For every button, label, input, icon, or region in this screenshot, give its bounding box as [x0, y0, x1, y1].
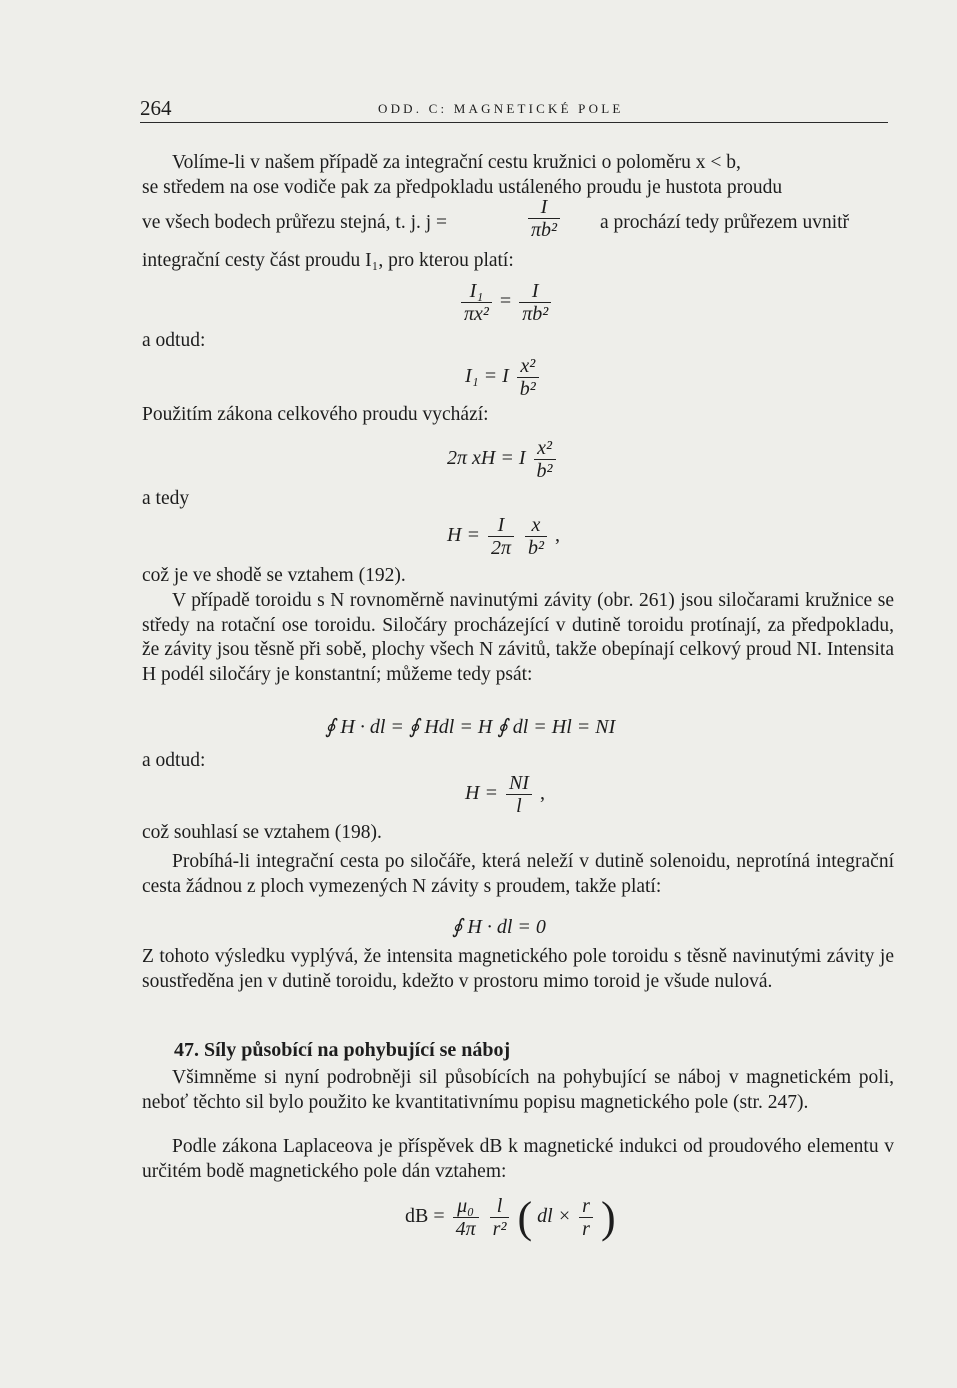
paragraph-1-line-2: se středem na ose vodiče pak za předpokladu ustáleného proudu je hustota proudu	[142, 177, 783, 198]
paragraph-7: Z tohoto výsledku vyplývá, že intensita magnetického pole toroidu s těsně navinutými závity je soustředěna jen v dutině toroidu, kdežto v prostoru mimo toroid je všude nulová.	[142, 946, 894, 992]
eq-lhs: 2π xH = I	[447, 447, 526, 470]
left-paren: (	[517, 1193, 533, 1242]
frac-numerator: I	[488, 514, 514, 537]
frac-denominator: b²	[527, 537, 544, 559]
running-title: ODD. C: MAGNETICKÉ POLE	[378, 101, 624, 116]
equation-1: $\frac{\text{I₁}}{\text{πx²}}$ = $\frac{I}{\text{πb²}}$	[458, 280, 554, 325]
frac-numerator: x	[525, 514, 547, 537]
paragraph-4: V případě toroidu s N rovnoměrně navinutými závity (obr. 261) jsou siločarami kružnice se středy na rotační ose toroidu. Siločáry procházející v dutině toroidu protínají, za předpokladu, že závity jsou těsně při sobě, plochy všech N závitů, takže obepínají celkový proud NI. Intensita H podél siločáry je konstantní; můžeme tedy psát:	[142, 590, 894, 685]
label-a-odtud-1: a odtud:	[142, 330, 206, 351]
frac-denominator: r²	[492, 1218, 507, 1240]
frac-denominator: b²	[536, 460, 553, 482]
equation-8	[405, 1192, 616, 1243]
paragraph-6: Probíhá-li integrační cesta po siločáře, která neleží v dutině solenoidu, neprotíná integrační cesta žádnou z ploch vymezených N závity s proudem, takže platí:	[142, 851, 894, 897]
equation-4	[447, 514, 560, 559]
frac-denominator: 4π	[455, 1218, 476, 1240]
page-number: 264	[140, 96, 172, 120]
equation-7: ∮ H · dl = 0	[452, 916, 546, 938]
paragraph-3: což je ve shodě se vztahem (192).	[142, 565, 406, 586]
paragraph-1-line-3a: ve všech bodech průřezu stejná, t. j. j =	[142, 212, 448, 233]
eq-punctuation: ,	[554, 524, 560, 547]
equation-3	[447, 437, 559, 482]
frac-numerator: I	[528, 196, 560, 219]
paragraph-1-line-4: integrační cesty část proudu I₁, pro kterou platí:	[142, 250, 514, 271]
label-a-odtud-2: a odtud:	[142, 750, 206, 771]
frac-denominator: πb²	[531, 219, 558, 241]
frac-denominator: b²	[517, 377, 539, 400]
header-rule	[140, 122, 888, 123]
paragraph-8: Všimněme si nyní podrobněji sil působících na pohybující se náboj v magnetickém poli, neboť těchto sil bylo použito ke kvantitativnímu popisu magnetického pole (str. 247).	[142, 1067, 894, 1113]
frac-denominator: r	[582, 1218, 590, 1240]
equation-5: ∮ H · dl = ∮ Hdl = H ∮ dl = Hl = NI	[325, 716, 616, 738]
paragraph-5: což souhlasí se vztahem (198).	[142, 822, 382, 843]
eq-lhs: H =	[465, 782, 498, 805]
section-heading: 47. Síly působící na pohybující se náboj	[174, 1039, 511, 1061]
frac-numerator: r	[579, 1195, 593, 1218]
eq-punctuation: ,	[539, 782, 545, 805]
frac-numerator: x²	[534, 437, 556, 460]
frac-denominator: πb²	[522, 303, 549, 325]
eq-inner: dl ×	[537, 1205, 572, 1228]
eq-lhs: H =	[447, 524, 480, 547]
paragraph-2: Použitím zákona celkového proudu vychází:	[142, 404, 489, 425]
current-density-fraction	[525, 196, 563, 241]
frac-numerator: μ₀	[453, 1195, 479, 1218]
paragraph-1-line-1: Volíme-li v našem případě za integrační cestu kružnici o poloměru x < b,	[172, 152, 741, 173]
frac-denominator: l	[516, 795, 522, 817]
eq-lhs: dB =	[405, 1205, 445, 1228]
frac-numerator: x²	[520, 355, 536, 377]
eq-lhs: I₁ = I	[465, 365, 509, 388]
equation-6	[465, 772, 545, 817]
frac-numerator: I₁	[461, 280, 492, 303]
frac-numerator: l	[490, 1195, 510, 1218]
right-paren: )	[600, 1193, 616, 1242]
paragraph-1-line-3b: a prochází tedy průřezem uvnitř	[600, 212, 850, 233]
equation-2	[465, 355, 542, 400]
paragraph-9: Podle zákona Laplaceova je příspěvek dB k magnetické indukci od proudového elementu v určitém bodě magnetického pole dán vztahem:	[142, 1136, 894, 1182]
frac-numerator: NI	[506, 772, 532, 795]
frac-numerator: I	[519, 280, 551, 303]
frac-denominator: πx²	[464, 303, 489, 325]
frac-denominator: 2π	[490, 537, 511, 559]
label-a-tedy: a tedy	[142, 488, 190, 509]
